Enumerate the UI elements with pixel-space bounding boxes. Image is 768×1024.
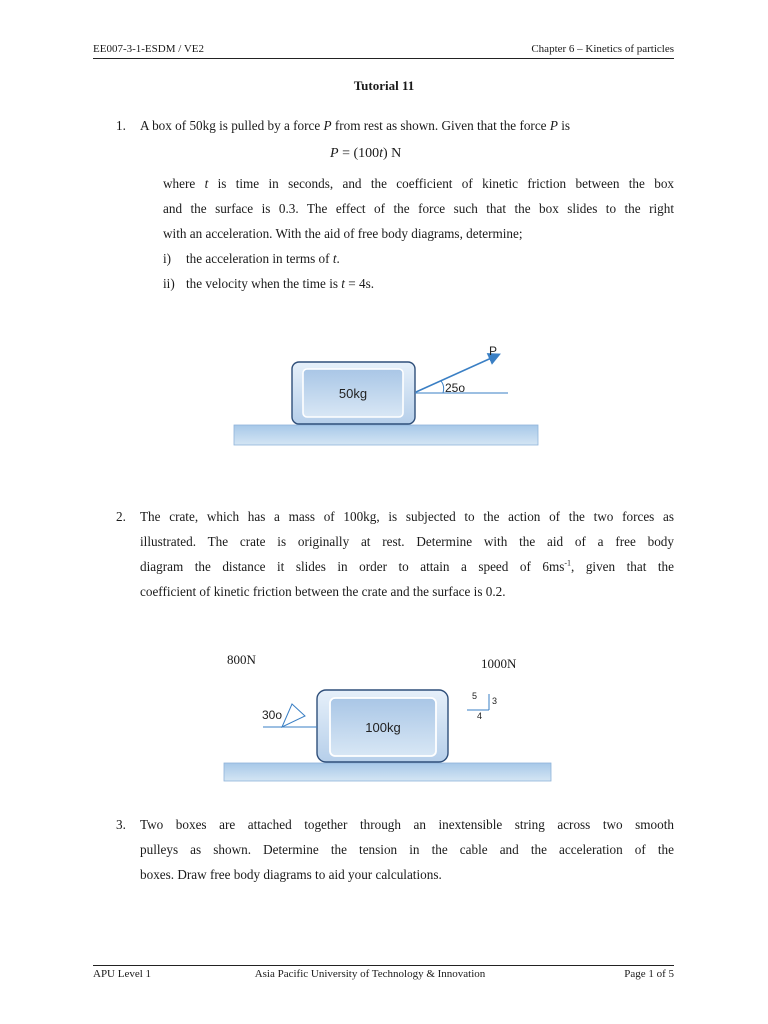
- q3-number: 3.: [116, 817, 126, 832]
- q2-line-3: diagram the distance it slides in order to attain a speed of $6ms^{-1}$, given that the: [140, 558, 675, 574]
- q3-line-3: boxes. Draw free body diagrams to aid your calculations.: [140, 867, 442, 882]
- q1-part-ii-text: the velocity when the time is t = 4s.: [186, 276, 375, 291]
- angle-25-label: 25o: [445, 381, 466, 395]
- footer-rule: [93, 965, 674, 966]
- angle-arc: [441, 381, 444, 393]
- q2-diagram: [220, 680, 560, 785]
- q2-text: [140, 504, 674, 604]
- footer-page-number: Page 1 of 5: [624, 968, 674, 980]
- header-chapter: Chapter 6 – Kinetics of particles: [531, 43, 674, 55]
- header-course-code: EE007-3-1-ESDM / VE2: [93, 43, 205, 55]
- slope-3-label: 3: [492, 696, 498, 706]
- force-p-label: P: [489, 344, 498, 358]
- q2-line-4: coefficient of kinetic friction between the crate and the surface is 0.2.: [140, 584, 506, 599]
- q3-line-1: Two boxes are attached together through an inextensible string across two smooth: [140, 817, 674, 832]
- q2-line-2: illustrated. The crate is originally at rest. Determine with the aid of a free body: [140, 534, 674, 549]
- q1-part-ii-label: ii): [163, 276, 175, 291]
- left-angle-wedge: [282, 704, 305, 727]
- q1-line-3: with an acceleration. With the aid of free body diagrams, determine;: [163, 226, 523, 241]
- header-rule: [93, 58, 674, 59]
- angle-30-label: 30o: [262, 708, 283, 722]
- q3-text: [140, 812, 674, 887]
- q1-line-1: where t is time in seconds, and the coefficient of kinetic friction between the box: [163, 176, 675, 191]
- force-800n-label: 800N: [227, 652, 256, 667]
- q1-equation: P = (100t) N: [330, 146, 402, 161]
- ground-surface: [234, 425, 538, 445]
- box-50kg-label: 50kg: [338, 386, 368, 401]
- q1-text: [163, 171, 674, 246]
- q1-diagram: [230, 340, 550, 450]
- q1-number: 1.: [116, 118, 126, 133]
- slope-5-label: 5: [472, 691, 478, 701]
- slope-4-label: 4: [477, 711, 483, 721]
- q1-intro: A box of 50kg is pulled by a force P from rest as shown. Given that the force P is: [140, 118, 570, 133]
- crate-100kg-label: 100kg: [365, 720, 401, 735]
- footer-university: Asia Pacific University of Technology & Innovation: [254, 968, 486, 980]
- q2-line-1: The crate, which has a mass of 100kg, is subjected to the action of the two forces as: [140, 509, 674, 524]
- page-title: Tutorial 11: [353, 78, 415, 93]
- q1-part-i-text: the acceleration in terms of t.: [186, 251, 340, 266]
- footer-level: APU Level 1: [93, 968, 152, 980]
- ground-surface-2: [224, 763, 551, 781]
- force-1000n-label: 1000N: [481, 656, 517, 671]
- q1-part-i-label: i): [163, 251, 172, 266]
- q2-number: 2.: [116, 509, 126, 524]
- q1-line-2: and the surface is 0.3. The effect of the force such that the box slides to the right: [163, 201, 674, 216]
- q3-line-2: pulleys as shown. Determine the tension in the cable and the acceleration of the: [140, 842, 674, 857]
